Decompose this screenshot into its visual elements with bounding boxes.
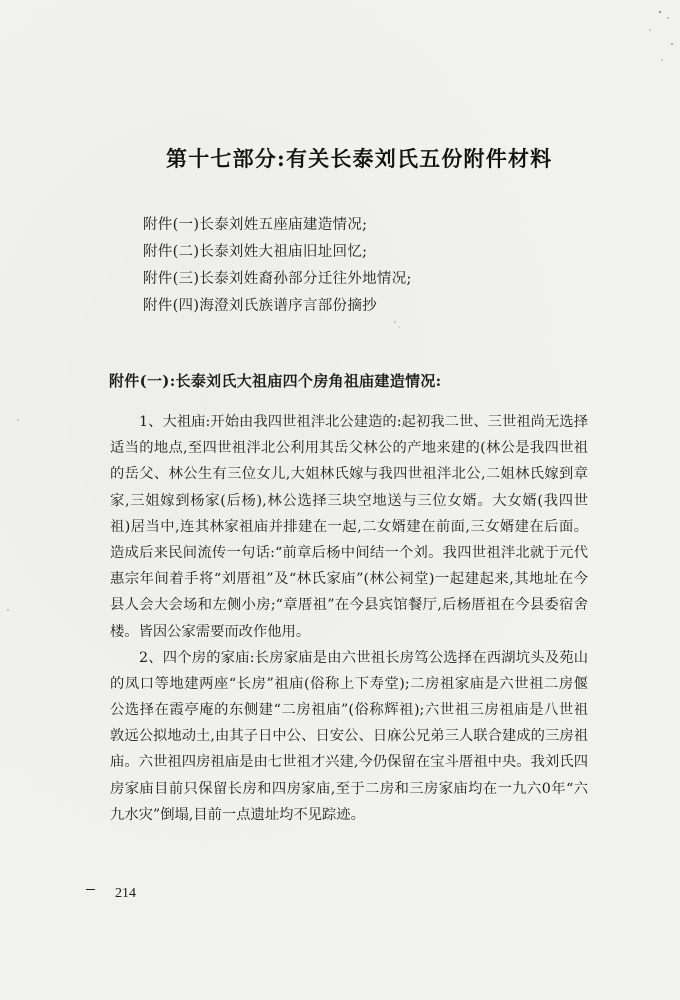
- attachment-list-item: 附件(四)海澄刘氏族谱序言部份摘抄: [143, 298, 377, 314]
- paragraph-line: 公选择在霞亭庵的东侧建“二房祖庙”(俗称辉祖);六世祖三房祖庙是八世祖: [110, 702, 588, 719]
- attachment-list-item: 附件(二)长泰刘姓大祖庙旧址回忆;: [143, 244, 368, 260]
- paragraph-line: 敦远公拟地动土,由其子日中公、日安公、日庥公兄弟三人联合建成的三房祖: [110, 728, 588, 745]
- paragraph-line: 适当的地点,至四世祖泮北公利用其岳父林公的产地来建的(林公是我四世祖: [110, 440, 588, 457]
- page-number: 214: [115, 886, 136, 901]
- paragraph-line: 造成后来民间流传一句话:“前章后杨中间结一个刘。我四世祖泮北就于元代: [110, 544, 588, 561]
- paragraph-line: 1、大祖庙:开始由我四世祖泮北公建造的:起初我二世、三世祖尚无选择: [139, 414, 588, 430]
- paragraph-line: 九水灾”倒塌,目前一点遗址均不见踪迹。: [110, 806, 365, 823]
- paragraph-line: 县人会大会场和左侧小房;“章厝祖”在今县宾馆餐厅,后杨厝祖在今县委宿舍: [110, 597, 588, 614]
- body-text: [110, 409, 588, 828]
- attachment-list: [143, 212, 563, 320]
- attachment-list-item: 附件(三)长泰刘姓裔孙部分迁往外地情况;: [143, 271, 412, 287]
- paragraph-line: 的凤口等地建两座“长房”祖庙(俗称上下寿堂);二房祖家庙是六世祖二房偃: [110, 675, 588, 692]
- attachment-list-item: 附件(一)长泰刘姓五座庙建造情况;: [143, 217, 368, 233]
- paragraph-line: 家,三姐嫁到杨家(后杨),林公选择三块空地送与三位女婿。大女婿(我四世: [110, 492, 588, 509]
- section-heading: 附件(一):长泰刘氏大祖庙四个房角祖庙建造情况:: [109, 372, 442, 390]
- paragraph-line: 2、四个房的家庙:长房家庙是由六世祖长房笃公选择在西湖坑头及苑山: [139, 649, 588, 666]
- paragraph-line: 楼。皆因公家需要而改作他用。: [110, 623, 311, 640]
- margin-dash-mark: [86, 889, 95, 890]
- paragraph-line: 祖)居当中,连其林家祖庙并排建在一起,二女婿建在前面,三女婿建在后面。: [110, 518, 588, 535]
- paragraph-line: 惠宗年间着手将“刘厝祖”及“林氏家庙”(林公祠堂)一起建起来,其地址在今: [110, 571, 588, 588]
- paragraph-line: 庙。六世祖四房祖庙是由七世祖才兴建,今仍保留在宝斗厝祖中央。我刘氏四: [110, 754, 588, 771]
- page-title: 第十七部分:有关长泰刘氏五份附件材料: [166, 146, 553, 171]
- paragraph-line: 的岳父、林公生有三位女儿,大姐林氏嫁与我四世祖泮北公,二姐林氏嫁到章: [110, 466, 588, 483]
- paragraph-line: 房家庙目前只保留长房和四房家庙,至于二房和三房家庙均在一九六0年“六: [110, 780, 588, 797]
